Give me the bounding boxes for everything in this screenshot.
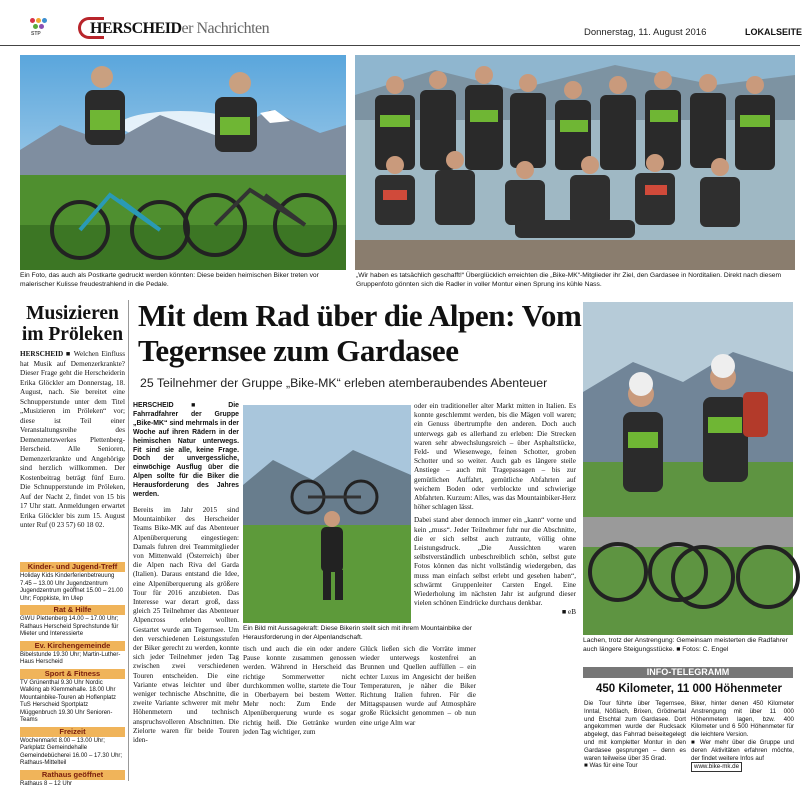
service-line: Wochenmarkt 8.00 – 13.00 Uhr; Parkplatz Gemeindehalle [20, 738, 125, 753]
service-line: Rathaus 8 – 12 Uhr [20, 781, 125, 788]
info-text-1: Die Tour führte über Tegernsee, Inntal, Nößlach, Brixen, Grödnertal und Etschtal zum Gardasee. Dort angekommen wurde der Rucksack abgelegt, das Fahrrad beiseitegelegt und mit kompletter Montur in den Gardasee gesprungen – denn es waren teilweise über 35 Grad. [584, 700, 686, 762]
photo-credit: ■ Fotos: C. Engel [676, 646, 728, 653]
service-band: Rat & Hilfe [20, 605, 125, 615]
service-band: Kinder- und Jugend-Treff [20, 562, 125, 572]
sidebar-title: Musizieren im Pröleken [20, 303, 125, 345]
service-band: Ev. Kirchengemeinde [20, 641, 125, 651]
article-text-4a: oder ein traditioneller alter Markt mitten in Italien. Es konnte geschlemmt werden, bis die Mägen voll waren; ein Genuss übertrumpfte den anderen. Doch auch unterwegs gab es allerhand zu erleben: Die Strecken waren sehr abwechslungsreich – über Asphaltstücke, Feld- und Wiesenwege, feinen Schotter, groben Schotter und so weiter. Auch gab es längere steile Anstiege – auch mit Tragepassagen – bis zur gemütlichen Auffahrt, gemütliche Abfahrten auf weichem Boden oder verblockte und schwierige Abfahrten. Kurzum: Alles, was das Mountainbiker-Herz höher schlagen lässt. [414, 402, 576, 512]
info-text-1b: ■ Was für eine Tour [584, 762, 686, 770]
issue-date: Donnerstag, 11. August 2016 [584, 27, 706, 38]
article-lead [133, 402, 239, 500]
article-column-1 [133, 402, 239, 745]
photo-two-bikers [20, 55, 346, 270]
info-text-2: Biker, hinter denen 450 Kilometer Anstrengung mit über 11 000 Höhenmetern lagen, bzw. 400 Kilometer und 6 500 Höhenmeter für die leichtere Version. [691, 700, 794, 739]
brand-main: HERSCHEID [90, 20, 182, 37]
info-text-2b: ■ Wer mehr über die Gruppe und deren Aktivitäten erfahren möchte, der findet weitere Infos auf [691, 739, 794, 762]
info-band: INFO-TELEGRAMM [583, 667, 793, 678]
article-column-4 [414, 402, 576, 618]
service-line: TuS Herscheid Sportplatz Müggenbruch 19.30 Uhr Senioren-Teams [20, 702, 125, 725]
service-line: Jugendzentrum geöffnet 15.00 – 21.00 Uhr; Foppkiste, Im Ulep [20, 588, 125, 603]
service-band: Freizeit [20, 727, 125, 737]
service-line: GWU Plettenberg 14.00 – 17.00 Uhr; Rathaus Herscheid Sprechstunde für Mieter und Interessierte [20, 616, 125, 639]
service-line: Bibelstunde 19.30 Uhr; Martin-Luther-Haus Herscheid [20, 652, 125, 667]
article-text-4b: Dabei stand aber dennoch immer ein „kann“ vorne und kein „muss“. Jeder Teilnehmer fuhr nur die Abschnitte, die er sich selbst auch zutraute, völlig ohne Leistungsdruck. „Die Aussichten waren selbstverständlich unbeschreiblich schön, selbst gute Fotos können das nicht vollständig wiedergeben, das muss man einfach selbst erlebt und gesehen haben“, schwärmt Gruppenleiter Carsten Engel. Eine Wiederholung im nächsten Jahr ist aufgrund dieser vielen schönen Eindrücke durchaus denkbar. [414, 516, 576, 608]
service-band: Rathaus geöffnet [20, 770, 125, 780]
masthead [90, 20, 269, 38]
caption-right-text: Lachen, trotz der Anstrengung: Gemeinsam meisterten die Radfahrer auch längere Steigungsstücke. [583, 637, 788, 653]
article-subhead: 25 Teilnehmer der Gruppe „Bike-MK“ erleben atemberaubendes Abenteuer [140, 376, 585, 390]
info-headline: 450 Kilometer, 11 000 Höhenmeter [585, 683, 793, 695]
service-box [20, 560, 125, 788]
info-link[interactable]: www.bike-mk.de [691, 762, 742, 772]
sidebar-article [20, 350, 125, 531]
lead-place: HERSCHEID [133, 402, 174, 409]
stp-logo-icon [30, 18, 48, 32]
lead-text: ■ Die Fahrradfahrer der Gruppe „Bike-MK“ sind mehrmals in der Woche auf ihren Rädern in der heimischen Natur unterwegs. Fit sind sie alle, keine Frage. Doch der unvergessliche, einwöchige Ausflug über die Alpen sollte für die Biker die Herausforderung des Jahres werden. [133, 402, 239, 498]
logo-sub: STP [31, 31, 41, 37]
info-column-2 [691, 700, 794, 772]
service-line: Holiday Kids Kinderferienbetreuung 7.45 – 13.00 Uhr Jugendzentrum [20, 573, 125, 588]
article-text-1: Bereits im Jahr 2015 sind Mountainbiker des Herscheider Teams Bike-MK auf das Abenteuer Alpenüberquerung eingestiegen: Damals fuhren drei Teammitglieder von Mittenwald (Österreich) über die Alpen nach Riva del Garda (Italien). Daraus entstand die Idee, eine Alpenüberquerung als größere Tour für 2016 anzubieten. Das Interesse war derart groß, dass gleich 25 Teilnehmer das Abenteuer Alpencross erleben wollten. Gestartet wurde am Tegernsee. Um den verschiedenen Leistungsstufen der Biker gerecht zu werden, konnte sich jeder Teilnehmer jeden Tag zwischen zwei verschiedenen Touren entscheiden. Die eine Variante etwas leichter und über weniger technische Abschnitte, die zweite Variante schwerer mit mehr Höhenmetern und technisch anspruchsvolleren Abschnitten. Die Zielorte waren für beide Touren iden- [133, 506, 239, 745]
section-label: LOKALSEITE [745, 27, 802, 37]
service-line: Gemeindebücherei 16.00 – 17.30 Uhr; Rathaus-Mittelteil [20, 753, 125, 768]
photo-two-bikers-climb [583, 302, 793, 635]
service-band: Sport & Fitness [20, 669, 125, 679]
caption-top-left: Ein Foto, das auch als Postkarte gedruckt werden könnten: Diese beiden heimischen Biker treten vor malerischer Kulisse freudestrahlend in die Pedale. [20, 272, 348, 290]
article-headline: Mit dem Rad über die Alpen: Vom Tegernsee zum Gardasee [138, 298, 583, 368]
brand-rest: er Nachrichten [182, 20, 270, 37]
service-line: TV Grünenthal 9.30 Uhr Nordic Walking ab Klemmehalle. 18.00 Uhr Mountainbike-Touren ab Hoflenplatz [20, 680, 125, 703]
photo-group [355, 55, 795, 270]
sidebar-dateline: HERSCHEID [20, 350, 63, 358]
author-sign: ■ eB [414, 608, 576, 617]
article-text-3: Glück ließen sich die Vorräte immer wieder unterwegs kostenfrei an Brunnen und Quellen auffüllen – ein echter Luxus im Angesicht der heißen Temperaturen, je näher die Biker Richtung Italien fuhren. Für die Mittagspausen wurde auf Atmosphäre große Rücksicht genommen – ob nun eine urige Alm war [360, 645, 476, 728]
caption-top-right: „Wir haben es tatsächlich geschafft!“ Überglücklich erreichten die „Bike-MK“-Mitglieder ihr Ziel, den Gardasee in Norditalien. Direkt nach diesem Gruppenfoto gönnten sich die Radler in voller Montur einen Sprung ins kühle Nass. [356, 272, 796, 290]
sidebar-text: ■ Welchen Einfluss hat Musik auf Demenzerkrankte? Dieser Frage geht die Herscheiderin Erika Glöckler am Donnerstag, 18. August, nach. Sie bereitet eine Schnupperstunde unter dem Titel „Musizieren im Pröleken“ vor; diese ist Teil einer Veranstaltungsreihe des Demenznetzwerkes Plettenberg-Herscheid. Alle Senioren, Demenzerkrankte und Angehörige sind herzlich willkommen. Der Kostenbeitrag beträgt fünf Euro. Die Schnupperstunde im Pröleken, Auf der Nacht 2, findet von 15 bis 17 Uhr statt. Anmeldungen erwartet Erika Glöckler bis zum 15. August unter Ruf (0 23 57) 60 18 02. [20, 350, 125, 529]
caption-right [583, 637, 795, 655]
caption-center: Ein Bild mit Aussagekraft: Diese Bikerin stellt sich mit ihrem Mountainbike der Herausforderung in der Alpenlandschaft. [243, 625, 478, 643]
info-column-1 [584, 700, 686, 770]
photo-biker-raised [243, 405, 411, 623]
column-rule [128, 300, 129, 781]
article-text-2: tisch und auch die ein oder andere Pause konnte zusammen genossen werden. Während in Herscheid das richtige Sommerwetter nicht durchkommen wollte, startete die Tour in Oberbayern bei bestem Wetter. Mehr noch: Zum Ende der Alpenüberquerung wurde es sogar richtig heiß. Die Getränke wurden jeden Tag wichtiger, zum [243, 645, 356, 737]
